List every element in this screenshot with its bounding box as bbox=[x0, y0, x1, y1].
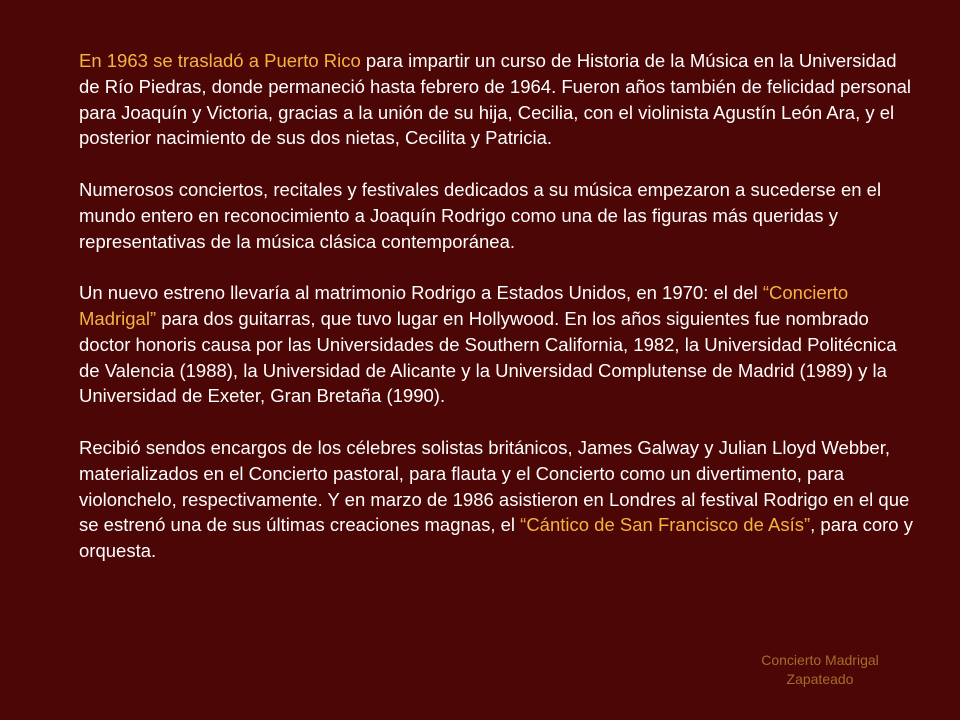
caption-subtitle: Zapateado bbox=[786, 671, 854, 687]
paragraph-2 bbox=[79, 177, 919, 254]
paragraph-3-text-2: para dos guitarras, que tuvo lugar en Hollywood. En los años siguientes fue nombrado doctor honoris causa por las Universidades de Southern California, 1982, la Universidad Politécnica de Valencia (1988), la Universidad de Alicante y la Universidad Complutense de Madrid (1989) y la Universidad de Exeter, Gran Bretaña (1990). bbox=[79, 307, 897, 407]
paragraph-4-text-2: , para coro y orquesta. bbox=[79, 514, 913, 562]
paragraph-3 bbox=[79, 280, 919, 409]
paragraph-1 bbox=[79, 48, 919, 151]
paragraph-1-highlight-1: En 1963 se trasladó a Puerto Rico bbox=[79, 50, 361, 71]
audio-caption[interactable] bbox=[720, 651, 920, 689]
paragraph-3-highlight-1: “Concierto Madrigal” bbox=[79, 282, 849, 329]
paragraph-4-highlight-1: “Cántico de San Francisco de Asís” bbox=[520, 514, 811, 536]
paragraph-1-text-1: para impartir un curso de Historia de la Música en la Universidad de Río Piedras, donde permaneció hasta febrero de 1964. Fueron años también de felicidad personal para Joaquín y Victoria, gracias a la unión de su hija, Cecilia, con el violinista Agustín León Ara, y el posterior nacimiento de sus dos nietas, Cecilita y Patricia. bbox=[79, 50, 912, 149]
caption-title: Concierto Madrigal bbox=[761, 652, 879, 668]
paragraph-4-text-1: Recibió sendos encargos de los célebres solistas británicos, James Galway y Julian Lloyd Webber, materializados en el Concierto pastoral, para flauta y el Concierto como un divertimento, para violonchelo, respectivamente. Y en marzo de 1986 asistieron en Londres al festival Rodrigo en el que se estrenó una de sus últimas creaciones magnas, el bbox=[79, 436, 910, 536]
paragraph-2-text-1: Numerosos conciertos, recitales y festivales dedicados a su música empezaron a sucederse en el mundo entero en reconocimiento a Joaquín Rodrigo como una de las figuras más queridas y representativas de la música clásica contemporánea. bbox=[79, 178, 882, 252]
paragraph-4 bbox=[79, 435, 919, 564]
text-body bbox=[79, 48, 919, 590]
paragraph-3-text-1: Un nuevo estreno llevaría al matrimonio Rodrigo a Estados Unidos, en 1970: el del bbox=[79, 282, 763, 304]
